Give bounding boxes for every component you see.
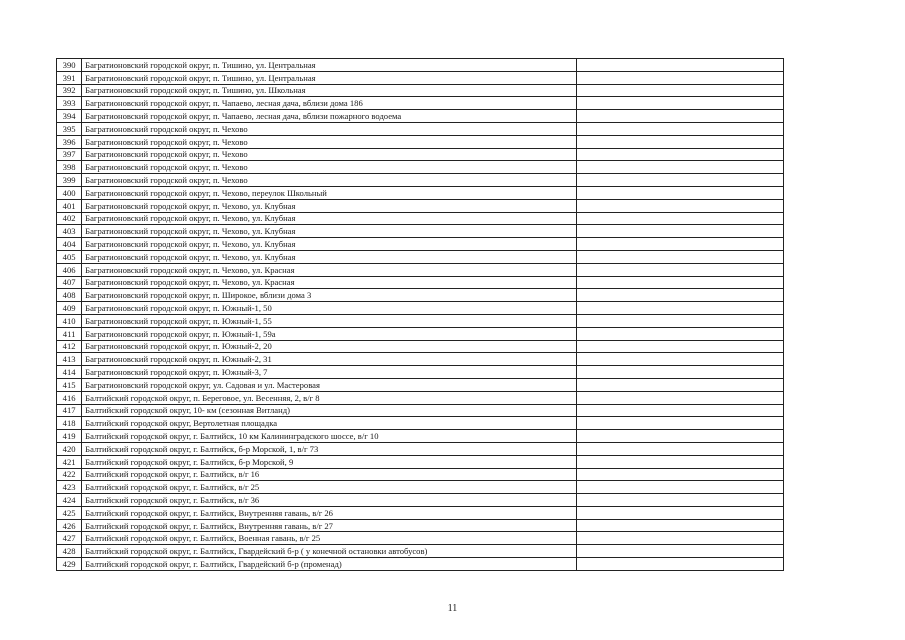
row-address: Багратионовский городской округ, п. Южный-3, 7 bbox=[82, 366, 576, 379]
table-row bbox=[57, 494, 784, 507]
table-row bbox=[57, 442, 784, 455]
row-number: 404 bbox=[57, 238, 82, 251]
row-number: 427 bbox=[57, 532, 82, 545]
row-empty-cell bbox=[576, 97, 783, 110]
row-empty-cell bbox=[576, 161, 783, 174]
row-empty-cell bbox=[576, 84, 783, 97]
row-number: 402 bbox=[57, 212, 82, 225]
row-empty-cell bbox=[576, 378, 783, 391]
row-empty-cell bbox=[576, 481, 783, 494]
row-address: Балтийский городской округ, г. Балтийск, Внутренняя гавань, в/г 26 bbox=[82, 506, 576, 519]
row-number: 412 bbox=[57, 340, 82, 353]
row-number: 409 bbox=[57, 302, 82, 315]
row-number: 420 bbox=[57, 442, 82, 455]
table-row bbox=[57, 238, 784, 251]
row-address: Багратионовский городской округ, п. Чехово, ул. Клубная bbox=[82, 225, 576, 238]
row-empty-cell bbox=[576, 442, 783, 455]
row-address: Багратионовский городской округ, п. Чехово bbox=[82, 122, 576, 135]
row-empty-cell bbox=[576, 250, 783, 263]
row-empty-cell bbox=[576, 199, 783, 212]
table-row bbox=[57, 455, 784, 468]
table-row bbox=[57, 506, 784, 519]
row-number: 429 bbox=[57, 558, 82, 571]
row-empty-cell bbox=[576, 276, 783, 289]
row-number: 401 bbox=[57, 199, 82, 212]
table-row bbox=[57, 558, 784, 571]
table-row bbox=[57, 417, 784, 430]
row-empty-cell bbox=[576, 417, 783, 430]
row-number: 408 bbox=[57, 289, 82, 302]
row-address: Багратионовский городской округ, п. Южный-1, 55 bbox=[82, 314, 576, 327]
table-row bbox=[57, 327, 784, 340]
row-number: 426 bbox=[57, 519, 82, 532]
row-empty-cell bbox=[576, 186, 783, 199]
row-empty-cell bbox=[576, 366, 783, 379]
table-row bbox=[57, 404, 784, 417]
row-address: Багратионовский городской округ, п. Тишино, ул. Школьная bbox=[82, 84, 576, 97]
table-row bbox=[57, 59, 784, 72]
row-empty-cell bbox=[576, 71, 783, 84]
table-row bbox=[57, 302, 784, 315]
row-empty-cell bbox=[576, 212, 783, 225]
row-address: Балтийский городской округ, г. Балтийск, Гвардейский б-р ( у конечной остановки автобусов) bbox=[82, 545, 576, 558]
row-empty-cell bbox=[576, 532, 783, 545]
row-empty-cell bbox=[576, 225, 783, 238]
row-number: 417 bbox=[57, 404, 82, 417]
row-empty-cell bbox=[576, 519, 783, 532]
row-empty-cell bbox=[576, 174, 783, 187]
row-number: 392 bbox=[57, 84, 82, 97]
row-address: Багратионовский городской округ, п. Чехово, ул. Клубная bbox=[82, 250, 576, 263]
row-address: Багратионовский городской округ, п. Чехово, ул. Клубная bbox=[82, 199, 576, 212]
row-address: Балтийский городской округ, г. Балтийск, в/г 36 bbox=[82, 494, 576, 507]
table-row bbox=[57, 366, 784, 379]
row-address: Багратионовский городской округ, п. Чехово bbox=[82, 135, 576, 148]
row-number: 395 bbox=[57, 122, 82, 135]
table-row bbox=[57, 212, 784, 225]
row-number: 396 bbox=[57, 135, 82, 148]
table-row bbox=[57, 314, 784, 327]
row-number: 400 bbox=[57, 186, 82, 199]
row-number: 394 bbox=[57, 110, 82, 123]
table-row bbox=[57, 71, 784, 84]
row-empty-cell bbox=[576, 506, 783, 519]
row-address: Балтийский городской округ, г. Балтийск, Гвардейский б-р (променад) bbox=[82, 558, 576, 571]
row-empty-cell bbox=[576, 122, 783, 135]
row-number: 403 bbox=[57, 225, 82, 238]
row-address: Балтийский городской округ, г. Балтийск, б-р Морской, 1, в/г 73 bbox=[82, 442, 576, 455]
row-number: 397 bbox=[57, 148, 82, 161]
row-number: 418 bbox=[57, 417, 82, 430]
row-address: Багратионовский городской округ, п. Чапаево, лесная дача, вблизи пожарного водоема bbox=[82, 110, 576, 123]
row-address: Багратионовский городской округ, п. Южный-2, 20 bbox=[82, 340, 576, 353]
table-row bbox=[57, 532, 784, 545]
row-number: 422 bbox=[57, 468, 82, 481]
page-number: 11 bbox=[447, 603, 458, 614]
row-empty-cell bbox=[576, 545, 783, 558]
row-address: Багратионовский городской округ, п. Чехово, ул. Клубная bbox=[82, 212, 576, 225]
table-row bbox=[57, 84, 784, 97]
row-empty-cell bbox=[576, 135, 783, 148]
row-address: Балтийский городской округ, г. Балтийск, 10 км Калининградского шоссе, в/г 10 bbox=[82, 430, 576, 443]
table-row bbox=[57, 250, 784, 263]
row-number: 428 bbox=[57, 545, 82, 558]
row-address: Балтийский городской округ, Вертолетная площадка bbox=[82, 417, 576, 430]
table-row bbox=[57, 481, 784, 494]
table-row bbox=[57, 97, 784, 110]
row-address: Багратионовский городской округ, п. Широкое, вблизи дома 3 bbox=[82, 289, 576, 302]
row-number: 424 bbox=[57, 494, 82, 507]
row-number: 405 bbox=[57, 250, 82, 263]
table-row bbox=[57, 186, 784, 199]
row-number: 393 bbox=[57, 97, 82, 110]
row-number: 406 bbox=[57, 263, 82, 276]
table-row bbox=[57, 199, 784, 212]
row-number: 416 bbox=[57, 391, 82, 404]
row-address: Багратионовский городской округ, п. Южный-1, 50 bbox=[82, 302, 576, 315]
row-number: 421 bbox=[57, 455, 82, 468]
row-address: Балтийский городской округ, г. Балтийск, б-р Морской, 9 bbox=[82, 455, 576, 468]
row-address: Балтийский городской округ, 10- км (сезонная Витланд) bbox=[82, 404, 576, 417]
table-body bbox=[57, 59, 784, 571]
row-address: Багратионовский городской округ, п. Чехово bbox=[82, 148, 576, 161]
table-row bbox=[57, 545, 784, 558]
table-row bbox=[57, 519, 784, 532]
row-number: 425 bbox=[57, 506, 82, 519]
row-empty-cell bbox=[576, 148, 783, 161]
row-number: 391 bbox=[57, 71, 82, 84]
row-number: 407 bbox=[57, 276, 82, 289]
row-empty-cell bbox=[576, 494, 783, 507]
row-number: 415 bbox=[57, 378, 82, 391]
row-address: Багратионовский городской округ, п. Чехово, ул. Красная bbox=[82, 263, 576, 276]
table-row bbox=[57, 391, 784, 404]
row-empty-cell bbox=[576, 289, 783, 302]
row-address: Балтийский городской округ, г. Балтийск, в/г 16 bbox=[82, 468, 576, 481]
table-row bbox=[57, 353, 784, 366]
row-address: Багратионовский городской округ, п. Южный-2, 31 bbox=[82, 353, 576, 366]
row-empty-cell bbox=[576, 263, 783, 276]
row-address: Балтийский городской округ, г. Балтийск, в/г 25 bbox=[82, 481, 576, 494]
row-empty-cell bbox=[576, 391, 783, 404]
row-number: 399 bbox=[57, 174, 82, 187]
table-row bbox=[57, 378, 784, 391]
row-empty-cell bbox=[576, 238, 783, 251]
row-number: 414 bbox=[57, 366, 82, 379]
row-address: Багратионовский городской округ, п. Чехово, переулок Школьный bbox=[82, 186, 576, 199]
table-row bbox=[57, 263, 784, 276]
row-empty-cell bbox=[576, 430, 783, 443]
row-address: Багратионовский городской округ, ул. Садовая и ул. Мастеровая bbox=[82, 378, 576, 391]
row-empty-cell bbox=[576, 340, 783, 353]
row-address: Багратионовский городской округ, п. Чехово, ул. Клубная bbox=[82, 238, 576, 251]
row-address: Балтийский городской округ, г. Балтийск, Внутренняя гавань, в/г 27 bbox=[82, 519, 576, 532]
row-address: Балтийский городской округ, г. Балтийск, Военная гавань, в/г 25 bbox=[82, 532, 576, 545]
row-empty-cell bbox=[576, 110, 783, 123]
address-table bbox=[56, 58, 784, 571]
row-address: Багратионовский городской округ, п. Тишино, ул. Центральная bbox=[82, 71, 576, 84]
row-empty-cell bbox=[576, 468, 783, 481]
row-address: Балтийский городской округ, п. Береговое, ул. Весенняя, 2, в/г 8 bbox=[82, 391, 576, 404]
table-row bbox=[57, 276, 784, 289]
row-empty-cell bbox=[576, 302, 783, 315]
row-number: 419 bbox=[57, 430, 82, 443]
table-row bbox=[57, 174, 784, 187]
row-address: Багратионовский городской округ, п. Чапаево, лесная дача, вблизи дома 186 bbox=[82, 97, 576, 110]
table-row bbox=[57, 110, 784, 123]
table-row bbox=[57, 340, 784, 353]
table-row bbox=[57, 122, 784, 135]
table-row bbox=[57, 468, 784, 481]
table-row bbox=[57, 135, 784, 148]
row-address: Багратионовский городской округ, п. Чехово, ул. Красная bbox=[82, 276, 576, 289]
row-empty-cell bbox=[576, 353, 783, 366]
row-empty-cell bbox=[576, 59, 783, 72]
row-address: Багратионовский городской округ, п. Чехово bbox=[82, 174, 576, 187]
row-number: 398 bbox=[57, 161, 82, 174]
row-number: 410 bbox=[57, 314, 82, 327]
table-row bbox=[57, 289, 784, 302]
table-row bbox=[57, 148, 784, 161]
row-empty-cell bbox=[576, 558, 783, 571]
table-row bbox=[57, 225, 784, 238]
table-row bbox=[57, 430, 784, 443]
row-empty-cell bbox=[576, 314, 783, 327]
row-number: 390 bbox=[57, 59, 82, 72]
row-number: 411 bbox=[57, 327, 82, 340]
row-address: Багратионовский городской округ, п. Южный-1, 59а bbox=[82, 327, 576, 340]
row-empty-cell bbox=[576, 404, 783, 417]
row-empty-cell bbox=[576, 327, 783, 340]
row-number: 423 bbox=[57, 481, 82, 494]
table-row bbox=[57, 161, 784, 174]
row-address: Багратионовский городской округ, п. Чехово bbox=[82, 161, 576, 174]
row-address: Багратионовский городской округ, п. Тишино, ул. Центральная bbox=[82, 59, 576, 72]
row-number: 413 bbox=[57, 353, 82, 366]
row-empty-cell bbox=[576, 455, 783, 468]
